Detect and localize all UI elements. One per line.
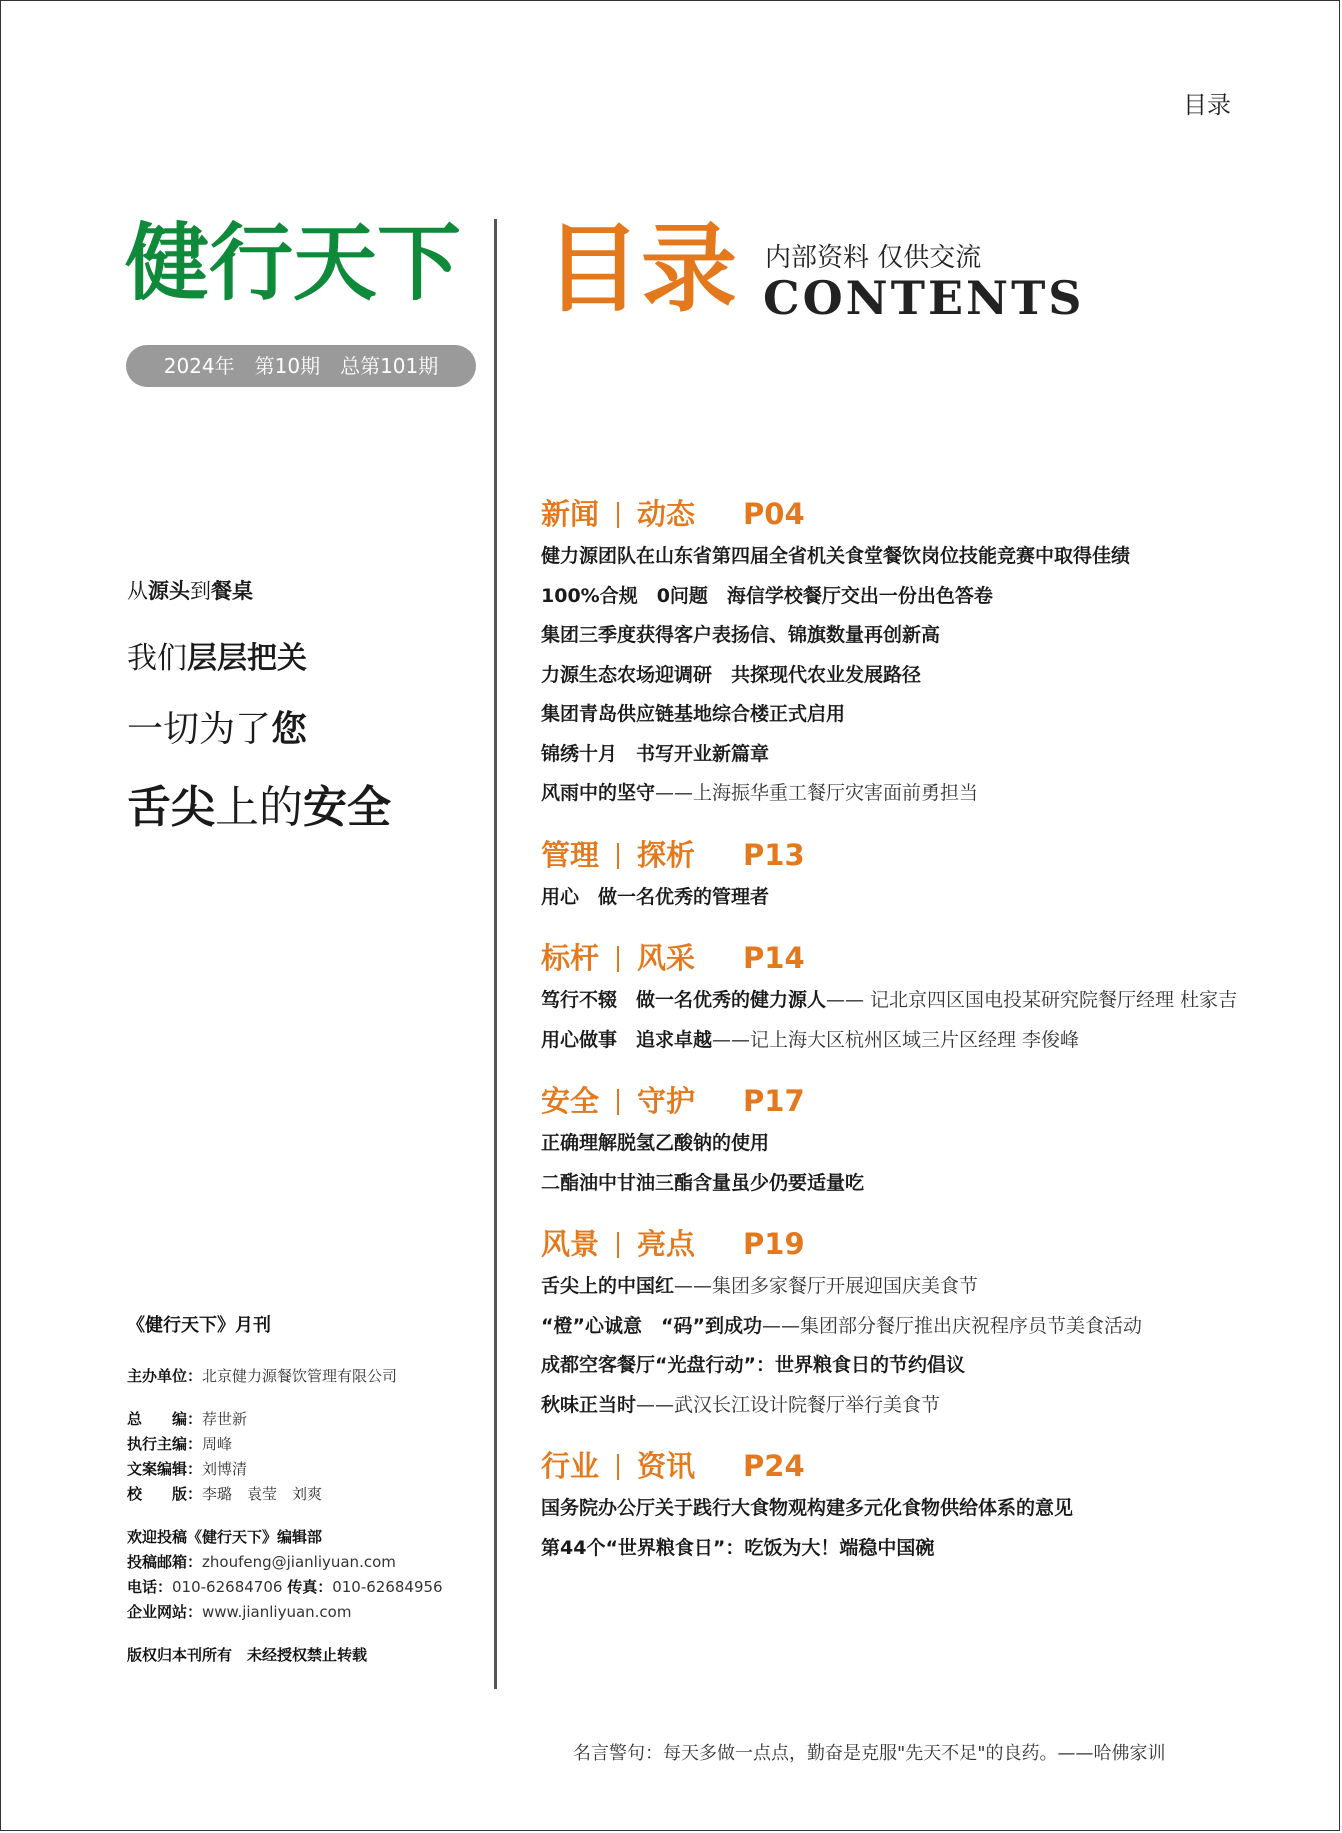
magazine-name: 《健行天下》月刊 (127, 1315, 271, 1336)
toc-item-title: 笃行不辍 做一名优秀的健力源人 (541, 989, 827, 1011)
section-page-number: P24 (743, 1449, 805, 1483)
slogan-emphasis: 舌尖 (127, 782, 215, 833)
toc-item[interactable] (541, 1346, 1261, 1386)
slogan-line-3 (127, 701, 307, 752)
section-page-number: P17 (743, 1084, 805, 1118)
section-name-a: 管理 (541, 837, 600, 872)
toc-item-title: 秋味正当时 (541, 1393, 637, 1416)
colophon-chief-editor: 总 编：荐世新 (127, 1410, 248, 1428)
toc-item-title: 国务院办公厅关于践行大食物观构建多元化食物供给体系的意见 (541, 1497, 1074, 1519)
toc-item[interactable] (541, 1489, 1261, 1529)
slogan-text: 一切为了 (127, 709, 272, 750)
toc-item[interactable] (541, 774, 1261, 814)
magazine-logo: 健行天下 (125, 213, 462, 312)
section-name-a: 风景 (541, 1227, 600, 1261)
slogan-emphasis: 您 (271, 709, 308, 750)
toc-item-title: “橙”心诚意 “码”到成功 (541, 1314, 762, 1337)
section-separator (617, 843, 619, 869)
contents-english-title: CONTENTS (763, 271, 1085, 325)
toc-item-title: 集团三季度获得客户表扬信、锦旗数量再创新高 (541, 624, 941, 646)
table-of-contents (541, 491, 1261, 1586)
toc-section-heading (541, 1221, 1261, 1267)
colophon-copyright: 版权归本刊所有 未经授权禁止转载 (127, 1646, 368, 1664)
section-name-b: 动态 (637, 497, 696, 531)
toc-item[interactable] (541, 577, 1261, 617)
toc-item[interactable] (541, 695, 1261, 735)
section-name-a: 行业 (541, 1449, 600, 1483)
toc-item[interactable] (541, 1124, 1261, 1164)
section-separator (617, 1232, 619, 1258)
internal-use-note: 内部资料 仅供交流 (765, 243, 982, 273)
slogan-emphasis: 源头 (148, 579, 190, 603)
page-corner-label: 目录 (1183, 91, 1231, 119)
section-page-number: P14 (743, 941, 805, 975)
slogan-line-4 (127, 771, 391, 835)
section-page-number: P13 (743, 837, 805, 872)
toc-item-title: 用心 做一名优秀的管理者 (541, 885, 770, 908)
section-name-a: 安全 (541, 1084, 600, 1118)
column-divider (494, 219, 497, 1689)
toc-item[interactable] (541, 878, 1261, 918)
slogan-text: 到 (190, 579, 211, 603)
slogan-text: 我们 (127, 641, 187, 676)
toc-section (541, 935, 1261, 1060)
toc-item[interactable] (541, 537, 1261, 577)
toc-section-heading (541, 935, 1261, 981)
colophon-submission-note: 欢迎投稿《健行天下》编辑部 (127, 1528, 323, 1546)
toc-section (541, 1443, 1261, 1568)
toc-section (541, 1221, 1261, 1425)
section-separator (617, 1089, 619, 1115)
section-separator (617, 502, 619, 528)
toc-item[interactable] (541, 735, 1261, 775)
toc-item-title: 成都空客餐厅“光盘行动”：世界粮食日的节约倡议 (541, 1354, 965, 1376)
toc-item[interactable] (541, 1267, 1261, 1307)
slogan-text: 从 (127, 579, 148, 603)
toc-section (541, 832, 1261, 918)
toc-item[interactable] (541, 1529, 1261, 1569)
toc-section-heading (541, 491, 1261, 537)
section-name-b: 风采 (637, 941, 696, 975)
toc-item-title: 锦绣十月 书写开业新篇章 (541, 742, 770, 765)
toc-item-title: 用心做事 追求卓越 (541, 1028, 713, 1051)
section-name-b: 资讯 (637, 1449, 696, 1483)
section-name-b: 亮点 (637, 1227, 696, 1261)
colophon-host: 主办单位：北京健力源餐饮管理有限公司 (127, 1367, 398, 1385)
toc-item-subtitle: ——集团多家餐厅开展迎国庆美食节 (674, 1275, 979, 1297)
colophon-copy-editor: 文案编辑：刘博清 (127, 1460, 248, 1478)
toc-item[interactable] (541, 656, 1261, 696)
toc-item-title: 第44个“世界粮食日”：吃饭为大！端稳中国碗 (541, 1536, 935, 1559)
slogan-line-2 (127, 633, 307, 677)
toc-item-title: 风雨中的坚守 (541, 782, 656, 804)
slogan-text: 上的 (215, 782, 303, 833)
toc-item[interactable] (541, 981, 1261, 1021)
toc-section (541, 491, 1261, 814)
section-name-a: 标杆 (541, 941, 600, 975)
colophon-phone-fax: 电话：010-62684706 传真：010-62684956 (127, 1578, 443, 1596)
toc-section (541, 1078, 1261, 1203)
toc-item-subtitle: ——上海振华重工餐厅灾害面前勇担当 (655, 782, 979, 804)
slogan-emphasis: 安全 (303, 782, 391, 833)
toc-item-subtitle: ——记上海大区杭州区域三片区经理 李俊峰 (712, 1028, 1080, 1051)
toc-item-title: 二酯油中甘油三酯含量虽少仍要适量吃 (541, 1171, 865, 1194)
section-name-a: 新闻 (541, 497, 600, 531)
section-separator (617, 946, 619, 972)
toc-item[interactable] (541, 1307, 1261, 1347)
colophon-email: 投稿邮箱：zhoufeng@jianliyuan.com (127, 1553, 396, 1571)
slogan-emphasis: 餐桌 (211, 579, 253, 603)
toc-item[interactable] (541, 616, 1261, 656)
slogan-line-1 (127, 575, 253, 605)
section-name-b: 探析 (637, 837, 696, 872)
toc-item-title: 100%合规 0问题 海信学校餐厅交出一份出色答卷 (541, 584, 993, 607)
toc-section-heading (541, 832, 1261, 878)
colophon (127, 1313, 487, 1668)
section-page-number: P04 (743, 497, 805, 531)
section-name-b: 守护 (637, 1084, 696, 1118)
toc-item-title: 舌尖上的中国红 (541, 1275, 675, 1297)
colophon-website: 企业网站：www.jianliyuan.com (127, 1603, 352, 1621)
footer-quote: 名言警句：每天多做一点点，勤奋是克服"先天不足"的良药。——哈佛家训 (573, 1743, 1166, 1764)
slogan-emphasis: 层层把关 (187, 641, 307, 676)
toc-item-title: 集团青岛供应链基地综合楼正式启用 (541, 703, 846, 725)
toc-item[interactable] (541, 1386, 1261, 1426)
colophon-proofreaders: 校 版：李璐 袁莹 刘爽 (127, 1485, 323, 1503)
issue-info-badge: 2024年 第10期 总第101期 (126, 345, 476, 387)
toc-item-subtitle: ——武汉长江设计院餐厅举行美食节 (636, 1393, 941, 1416)
toc-item-title: 正确理解脱氢乙酸钠的使用 (541, 1132, 770, 1154)
colophon-exec-editor: 执行主编：周峰 (127, 1435, 233, 1453)
toc-section-heading (541, 1078, 1261, 1124)
toc-section-heading (541, 1443, 1261, 1489)
toc-item-subtitle: —— 记北京四区国电投某研究院餐厅经理 杜家吉 (826, 989, 1238, 1011)
section-page-number: P19 (743, 1227, 805, 1261)
toc-item-title: 健力源团队在山东省第四届全省机关食堂餐饮岗位技能竞赛中取得佳绩 (541, 545, 1131, 567)
toc-item-subtitle: ——集团部分餐厅推出庆祝程序员节美食活动 (761, 1314, 1142, 1337)
section-separator (617, 1454, 619, 1480)
toc-item[interactable] (541, 1164, 1261, 1204)
toc-item-title: 力源生态农场迎调研 共探现代农业发展路径 (541, 663, 922, 686)
toc-item[interactable] (541, 1021, 1261, 1061)
contents-title: 目录 (545, 212, 737, 325)
